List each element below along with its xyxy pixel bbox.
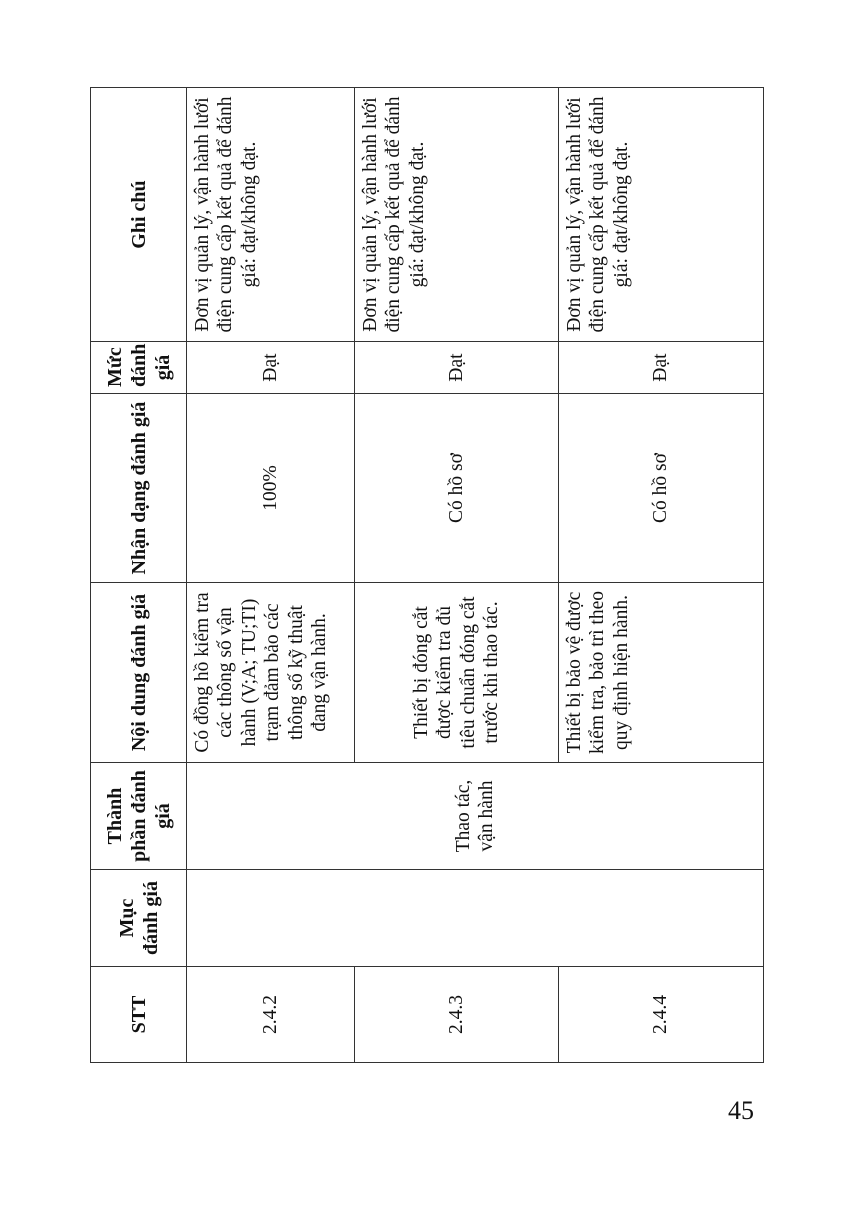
table-row bbox=[187, 88, 355, 1063]
cell-muc-dg: Đạt bbox=[559, 342, 764, 394]
cell-ghi-chu: Đơn vị quản lý, vận hành lưới điện cung cấp kết quả để đánh giá: đạt/không đạt. bbox=[187, 88, 355, 342]
header-thanh-phan: Thành phần đánh giá bbox=[91, 763, 187, 870]
header-stt: STT bbox=[91, 967, 187, 1063]
rotated-table-container bbox=[90, 88, 763, 1063]
cell-nhan-dang: Có hồ sơ bbox=[355, 394, 559, 583]
cell-muc-dg: Đạt bbox=[187, 342, 355, 394]
cell-noi-dung: Thiết bị đóng cắt được kiểm tra đủ tiêu chuẩn đóng cắt trước khi thao tác. bbox=[355, 583, 559, 763]
cell-thanh-phan: Thao tác, vận hành bbox=[187, 763, 764, 870]
cell-nhan-dang: Có hồ sơ bbox=[559, 394, 764, 583]
header-nhan-dang: Nhận dạng đánh giá bbox=[91, 394, 187, 583]
cell-noi-dung: Có đồng hồ kiểm tra các thông số vận hành (V;A; TU;TI) trạm đảm bảo các thông số kỹ thuật đang vận hành. bbox=[187, 583, 355, 763]
cell-stt: 2.4.4 bbox=[559, 967, 764, 1063]
table-header-row bbox=[91, 88, 187, 1063]
cell-muc-dg: Đạt bbox=[355, 342, 559, 394]
header-ghi-chu: Ghi chú bbox=[91, 88, 187, 342]
header-muc-danh-gia: Mục đánh giá bbox=[91, 870, 187, 967]
header-noi-dung: Nội dung đánh giá bbox=[91, 583, 187, 763]
cell-nhan-dang: 100% bbox=[187, 394, 355, 583]
page-number: 45 bbox=[728, 1096, 754, 1125]
cell-noi-dung: Thiết bị bảo vệ được kiểm tra, bảo trì theo quy định hiện hành. bbox=[559, 583, 764, 763]
header-muc-dg: Mức đánh giá bbox=[91, 342, 187, 394]
cell-ghi-chu: Đơn vị quản lý, vận hành lưới điện cung cấp kết quả để đánh giá: đạt/không đạt. bbox=[559, 88, 764, 342]
evaluation-table bbox=[90, 87, 764, 1063]
cell-stt: 2.4.3 bbox=[355, 967, 559, 1063]
cell-ghi-chu: Đơn vị quản lý, vận hành lưới điện cung cấp kết quả để đánh giá: đạt/không đạt. bbox=[355, 88, 559, 342]
cell-stt: 2.4.2 bbox=[187, 967, 355, 1063]
cell-muc-danh-gia bbox=[187, 870, 764, 967]
